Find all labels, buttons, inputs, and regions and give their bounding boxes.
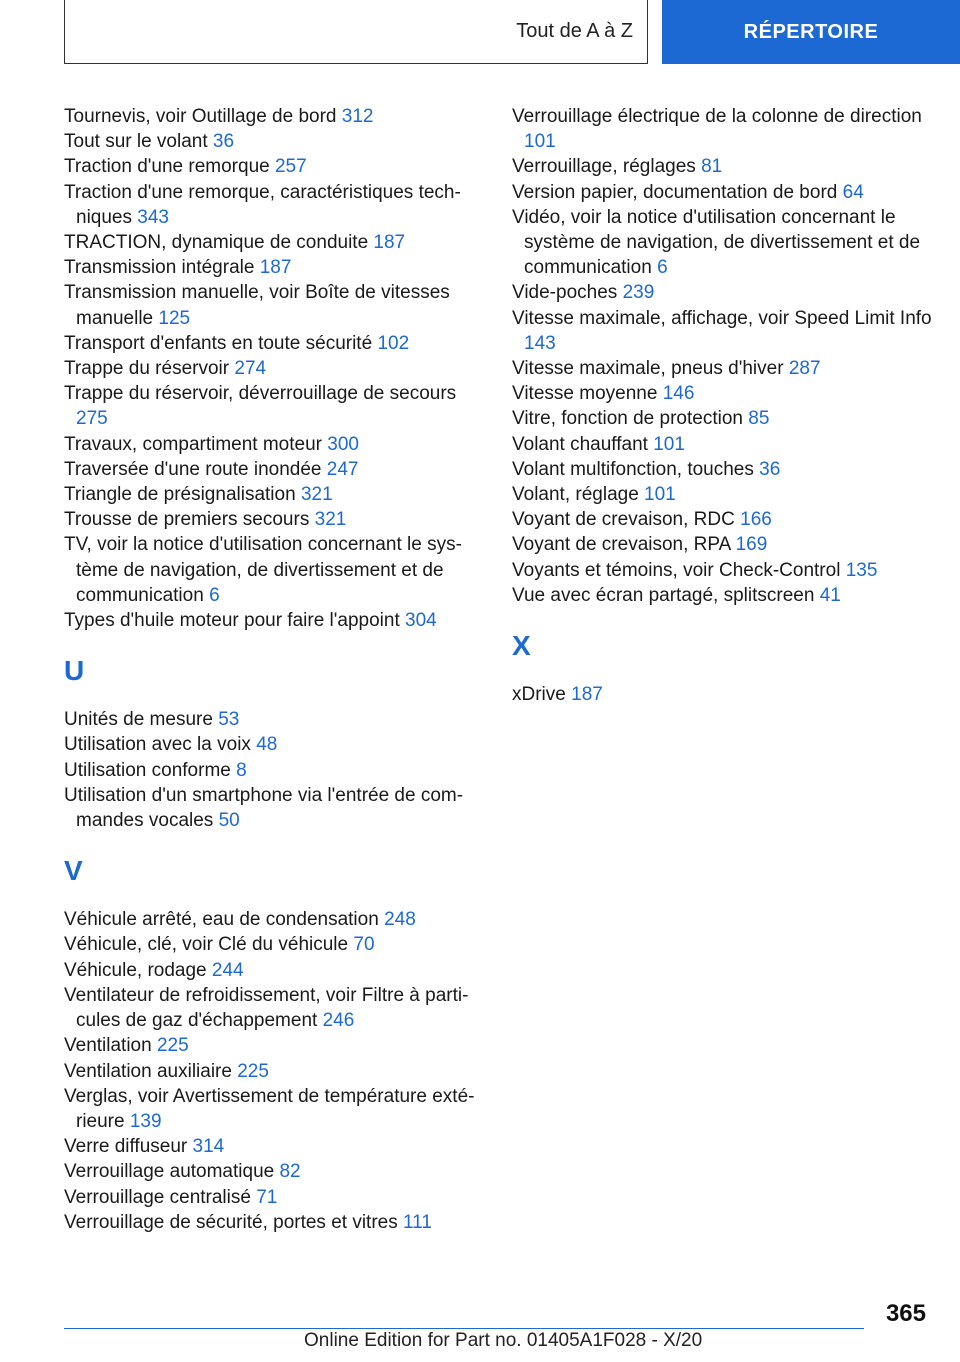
index-entry-text: Traction d'une remorque xyxy=(64,156,270,178)
page-reference-link[interactable]: 246 xyxy=(322,1010,355,1032)
index-entry xyxy=(512,104,932,154)
index-entry-text: Utilisation conforme xyxy=(64,759,231,781)
page-reference-link[interactable]: 8 xyxy=(236,759,247,781)
index-entry-text: Trappe du réservoir xyxy=(64,358,230,380)
index-group-v xyxy=(64,907,476,1235)
page-reference-link[interactable]: 81 xyxy=(701,156,723,178)
page-reference-link[interactable]: 225 xyxy=(237,1060,269,1082)
index-entry-text: Tournevis, voir Outillage de bord xyxy=(64,106,337,127)
index-entry xyxy=(512,205,932,281)
index-entry xyxy=(64,457,476,482)
page-reference-link[interactable]: 257 xyxy=(274,156,307,178)
index-entry xyxy=(64,129,476,154)
index-entry-text: Véhicule, rodage xyxy=(64,959,207,981)
index-entry xyxy=(64,608,476,633)
page-reference-link[interactable]: 187 xyxy=(373,232,406,254)
index-entry xyxy=(64,1210,476,1235)
index-entry-text: Véhicule arrêté, eau de condensation xyxy=(64,909,379,931)
index-entry-text: xDrive xyxy=(512,684,566,706)
index-column-right xyxy=(512,104,932,707)
index-entry xyxy=(512,482,932,507)
page-reference-link[interactable]: 102 xyxy=(377,332,410,354)
index-entry-text: Vitesse maximale, pneus d'hiver xyxy=(512,358,784,380)
footer-edition: Online Edition for Part no. 01405A1F028 - X/20 xyxy=(304,1330,703,1351)
index-entry-text: Verrouillage automatique xyxy=(64,1161,275,1183)
index-entry xyxy=(64,1084,476,1134)
index-entry xyxy=(64,356,476,381)
index-entry xyxy=(64,532,476,608)
index-entry-text: Vide-poches xyxy=(512,282,618,304)
index-entry-text: Utilisation d'un smartphone via l'entrée de commandes vocales xyxy=(64,784,464,832)
page-reference-link[interactable]: 314 xyxy=(192,1136,225,1158)
index-entry-text: Voyant de crevaison, RPA xyxy=(512,534,731,556)
page-reference-link[interactable]: 321 xyxy=(300,484,333,506)
index-entry-text: Traversée d'une route inondée xyxy=(64,458,322,480)
index-entry-text: Verrouillage électrique de la colonne de direction xyxy=(512,106,922,127)
index-entry-text: Voyant de crevaison, RDC xyxy=(512,509,735,531)
index-entry xyxy=(512,406,932,431)
index-entry xyxy=(512,507,932,532)
index-entry-text: TV, voir la notice d'utilisation concernant le système de navigation, de divertissement et de communication xyxy=(64,534,462,606)
page-reference-link[interactable]: 225 xyxy=(156,1035,189,1057)
index-entry xyxy=(64,983,476,1033)
footer-divider xyxy=(64,1328,864,1329)
page-reference-link[interactable]: 187 xyxy=(571,684,603,706)
page-reference-link[interactable]: 146 xyxy=(662,383,695,405)
page-reference-link[interactable]: 274 xyxy=(234,358,267,380)
page-reference-link[interactable]: 101 xyxy=(644,484,676,506)
index-entry-text: Transport d'enfants en toute sécurité xyxy=(64,332,373,354)
index-entry xyxy=(512,280,932,305)
page-reference-link[interactable]: 139 xyxy=(129,1110,162,1132)
index-entry-text: Version papier, documentation de bord xyxy=(512,181,838,203)
index-entry xyxy=(512,583,932,608)
index-entry xyxy=(512,682,932,707)
index-entry-text: Travaux, compartiment moteur xyxy=(64,433,322,455)
page-reference-link[interactable]: 6 xyxy=(657,257,668,279)
page-reference-link[interactable]: 71 xyxy=(256,1186,278,1208)
page-number: 365 xyxy=(885,1300,926,1327)
page-reference-link[interactable]: 247 xyxy=(326,458,359,480)
page-reference-link[interactable]: 48 xyxy=(256,734,278,756)
index-entry-text: Verglas, voir Avertissement de température extérieure xyxy=(64,1085,475,1132)
index-entry-text: Verrouillage, réglages xyxy=(512,156,696,178)
index-group-t xyxy=(64,104,476,633)
index-entry xyxy=(64,783,476,833)
page-reference-link[interactable]: 304 xyxy=(405,610,437,632)
index-entry xyxy=(64,255,476,280)
index-entry-text: Volant, réglage xyxy=(512,484,639,506)
index-entry xyxy=(512,180,932,205)
page-reference-link[interactable]: 82 xyxy=(279,1161,301,1183)
page-reference-link[interactable]: 111 xyxy=(403,1211,432,1233)
page-reference-link[interactable]: 287 xyxy=(788,358,821,380)
index-entry xyxy=(512,381,932,406)
index-entry-text: Utilisation avec la voix xyxy=(64,734,251,756)
section-letter-u: U xyxy=(64,655,85,687)
index-entry-text: Verrouillage de sécurité, portes et vitres xyxy=(64,1211,398,1233)
index-entry xyxy=(64,958,476,983)
section-label: RÉPERTOIRE xyxy=(743,20,879,43)
section-tab[interactable] xyxy=(662,0,960,64)
page-reference-link[interactable]: 239 xyxy=(622,282,655,304)
page-reference-link[interactable]: 166 xyxy=(740,509,772,531)
page-reference-link[interactable]: 53 xyxy=(218,709,240,731)
index-entry xyxy=(64,758,476,783)
index-entry xyxy=(64,104,476,129)
index-entry xyxy=(64,432,476,457)
index-entry xyxy=(512,356,932,381)
page-reference-link[interactable]: 64 xyxy=(842,181,864,203)
index-entry-text: Vitesse maximale, affichage, voir Speed Limit Info xyxy=(512,307,932,329)
index-entry-text: Vitesse moyenne xyxy=(512,383,658,405)
index-entry-text: Vue avec écran partagé, splitscreen xyxy=(512,584,815,606)
page-reference-link[interactable]: 300 xyxy=(327,433,359,455)
index-entry xyxy=(512,457,932,482)
index-entry xyxy=(64,280,476,330)
breadcrumb-label: Tout de A à Z xyxy=(516,20,633,42)
index-entry xyxy=(64,482,476,507)
section-letter-v: V xyxy=(64,855,83,887)
index-entry-text: Tout sur le volant xyxy=(64,131,208,153)
index-entry xyxy=(512,532,932,557)
index-entry-text: Ventilation auxiliaire xyxy=(64,1060,232,1082)
index-group-x xyxy=(512,682,932,707)
index-entry xyxy=(64,1033,476,1058)
page-reference-link[interactable]: 169 xyxy=(735,534,768,556)
index-entry-text: Traction d'une remorque, caractéristiques techniques xyxy=(64,181,461,228)
page-reference-link[interactable]: 36 xyxy=(759,458,781,480)
index-column-left xyxy=(64,104,476,1235)
index-entry-text: Vitre, fonction de protection xyxy=(512,408,743,430)
index-entry-text: Triangle de présignalisation xyxy=(64,484,296,506)
index-group-v-continued xyxy=(512,104,932,608)
index-entry-text: Vidéo, voir la notice d'utilisation concernant le système de navigation, de divertissement et de communication xyxy=(512,206,921,279)
page-reference-link[interactable]: 135 xyxy=(845,559,878,581)
page-reference-link[interactable]: 125 xyxy=(158,307,191,329)
index-entry xyxy=(64,180,476,230)
page-reference-link[interactable]: 321 xyxy=(314,509,347,531)
page-reference-link[interactable]: 312 xyxy=(341,106,374,127)
breadcrumb-tab[interactable] xyxy=(64,0,648,64)
index-entry xyxy=(512,432,932,457)
index-entry xyxy=(64,1059,476,1084)
index-entry xyxy=(64,381,476,431)
index-entry-text: Véhicule, clé, voir Clé du véhicule xyxy=(64,934,349,956)
index-entry-text: Volant multifonction, touches xyxy=(512,458,754,480)
index-entry-text: Ventilation xyxy=(64,1035,152,1057)
index-entry-text: Unités de mesure xyxy=(64,709,213,731)
index-entry xyxy=(512,154,932,179)
page-reference-link[interactable]: 343 xyxy=(137,206,169,228)
index-entry xyxy=(512,558,932,583)
page-reference-link[interactable]: 275 xyxy=(76,408,108,430)
index-entry-text: Ventilateur de refroidissement, voir Filtre à particules de gaz d'échappement xyxy=(64,984,469,1032)
index-entry xyxy=(64,732,476,757)
index-entry xyxy=(64,154,476,179)
index-entry-text: Voyants et témoins, voir Check-Control xyxy=(512,559,841,581)
index-entry xyxy=(64,1159,476,1184)
page-reference-link[interactable]: 248 xyxy=(384,909,416,931)
index-entry-text: Types d'huile moteur pour faire l'appoint xyxy=(64,610,400,632)
index-group-u xyxy=(64,707,476,833)
page-reference-link[interactable]: 244 xyxy=(211,959,244,981)
index-entry xyxy=(64,932,476,957)
index-entry xyxy=(64,707,476,732)
index-entry-text: Transmission intégrale xyxy=(64,257,255,279)
index-entry-text: TRACTION, dynamique de conduite xyxy=(64,232,369,254)
section-letter-x: X xyxy=(512,630,531,662)
index-entry-text: Verre diffuseur xyxy=(64,1136,188,1158)
page-reference-link[interactable]: 187 xyxy=(259,257,292,279)
page-reference-link[interactable]: 36 xyxy=(212,131,235,153)
page-reference-link[interactable]: 101 xyxy=(653,433,685,455)
index-entry-text: Trousse de premiers secours xyxy=(64,509,310,531)
index-entry-text: Volant chauffant xyxy=(512,433,648,455)
page-reference-link[interactable]: 70 xyxy=(353,934,375,956)
page-reference-link[interactable]: 50 xyxy=(218,810,240,832)
index-entry xyxy=(64,331,476,356)
page-reference-link[interactable]: 41 xyxy=(819,584,841,606)
page-reference-link[interactable]: 6 xyxy=(209,584,220,606)
index-entry-text: Trappe du réservoir, déverrouillage de secours xyxy=(64,383,457,405)
index-entry-text: Verrouillage centralisé xyxy=(64,1186,251,1208)
index-entry xyxy=(64,507,476,532)
index-entry xyxy=(512,306,932,356)
index-entry xyxy=(64,1185,476,1210)
index-entry-text: Transmission manuelle, voir Boîte de vitesses manuelle xyxy=(64,282,450,329)
page-reference-link[interactable]: 85 xyxy=(748,408,770,430)
index-entry xyxy=(64,907,476,932)
index-entry xyxy=(64,1134,476,1159)
page-reference-link[interactable]: 143 xyxy=(524,332,556,354)
page-reference-link[interactable]: 101 xyxy=(524,131,556,153)
index-entry xyxy=(64,230,476,255)
